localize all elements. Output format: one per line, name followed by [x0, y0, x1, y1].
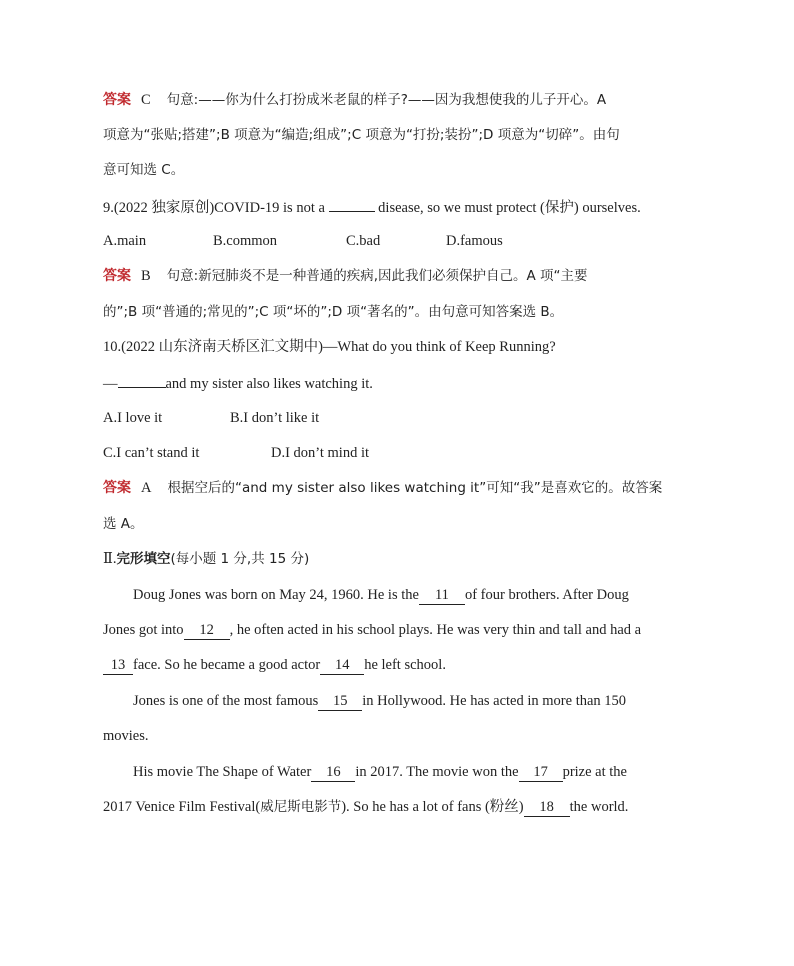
- passage-text: he left school.: [364, 657, 446, 673]
- blank-18: 18: [524, 799, 570, 817]
- q9-stem: [103, 196, 703, 218]
- answer-explanation: 句意:——你为什么打扮成米老鼠的样子?——因为我想使我的儿子开心。A: [166, 92, 607, 108]
- passage-text: Jones got into: [103, 622, 184, 638]
- blank-12: 12: [184, 622, 230, 640]
- answer-explanation: 句意:新冠肺炎不是一种普通的疾病,因此我们必须保护自己。A 项“主要: [166, 268, 588, 284]
- q10-reply-after: and my sister also likes watching it.: [165, 376, 373, 392]
- section-heading: [103, 549, 703, 569]
- passage-text: , he often acted in his school plays. He was very thin and tall and had a: [229, 622, 642, 638]
- passage-text: His movie The Shape of Water: [133, 764, 312, 780]
- passage-text-cjk: 威尼斯电影节: [260, 799, 342, 815]
- q10-answer-line-1: [103, 478, 703, 498]
- q9-stem-before: 9.(2022 独家原创)COVID-19 is not a: [103, 200, 325, 216]
- section-number: Ⅱ.: [103, 551, 117, 567]
- blank-17: 17: [519, 764, 563, 782]
- passage-p2-line-1: [133, 691, 733, 711]
- passage-p1-line-3: [103, 655, 703, 675]
- section-title: 完形填空: [116, 551, 171, 567]
- q9-stem-after: disease, so we must protect (保护) ourselves.: [378, 200, 641, 216]
- q10-answer-line-2: 选 A。: [103, 516, 144, 532]
- blank-16: 16: [311, 764, 355, 782]
- q10-option-d: D.I don’t mind it: [271, 445, 370, 461]
- answer-label: 答案: [103, 480, 131, 496]
- blank-14: 14: [320, 657, 364, 675]
- answer-explanation: 根据空后的“and my sister also likes watching it”可知“我”是喜欢它的。故答案: [167, 480, 663, 496]
- q10-blank: [118, 372, 166, 388]
- passage-text: 2017 Venice Film Festival(: [103, 799, 261, 815]
- q9-answer-line-1: [103, 266, 703, 286]
- passage-text: prize at the: [562, 764, 627, 780]
- blank-13: 13: [103, 657, 133, 675]
- q10-option-b: B.I don’t like it: [230, 410, 320, 426]
- q9-option-a: A.main: [103, 233, 147, 249]
- passage-text: face. So he became a good actor: [133, 657, 321, 673]
- q10-options-row-1: [103, 408, 703, 428]
- passage-p2-line-2: movies.: [103, 728, 149, 744]
- passage-p3-line-2: [103, 797, 703, 817]
- blank-11: 11: [419, 587, 465, 605]
- passage-text: of four brothers. After Doug: [464, 587, 629, 603]
- answer-letter: B: [141, 268, 151, 284]
- passage-text: in Hollywood. He has acted in more than 150: [362, 693, 627, 709]
- answer-label: 答案: [103, 268, 131, 284]
- passage-p3-line-1: [133, 762, 733, 782]
- q9-option-c: C.bad: [346, 233, 381, 249]
- q9-answer-line-2: 的”;B 项“普通的;常见的”;C 项“坏的”;D 项“著名的”。由句意可知答案选 B。: [103, 304, 564, 320]
- q10-option-c: C.I can’t stand it: [103, 445, 200, 461]
- passage-p1-line-1: [133, 585, 733, 605]
- q8-answer-line-2: 项意为“张贴;搭建”;B 项意为“编造;组成”;C 项意为“打扮;装扮”;D 项意为“切碎”。由句: [103, 127, 620, 143]
- q9-option-d: D.famous: [446, 233, 503, 249]
- section-note: (每小题 1 分,共 15 分): [170, 551, 310, 567]
- q10-stem: 10.(2022 山东济南天桥区汇文期中)—What do you think of Keep Running?: [103, 339, 556, 355]
- q10-reply: [103, 372, 703, 394]
- q10-reply-dash: —: [103, 376, 118, 392]
- answer-letter: C: [141, 92, 151, 108]
- q10-option-a: A.I love it: [103, 410, 163, 426]
- passage-text: Jones is one of the most famous: [133, 693, 319, 709]
- passage-text: the world.: [569, 799, 629, 815]
- q9-blank: [329, 196, 375, 212]
- q10-options-row-2: [103, 443, 703, 463]
- blank-15: 15: [318, 693, 362, 711]
- passage-text: ). So he has a lot of fans (粉丝): [341, 799, 524, 815]
- answer-label: 答案: [103, 92, 131, 108]
- passage-p1-line-2: [103, 620, 703, 640]
- q8-answer-line-3: 意可知选 C。: [103, 162, 185, 178]
- q8-answer-line-1: [103, 90, 703, 110]
- passage-text: in 2017. The movie won the: [355, 764, 519, 780]
- q9-options: [103, 231, 703, 251]
- passage-text: Doug Jones was born on May 24, 1960. He is the: [133, 587, 419, 603]
- answer-letter: A: [141, 480, 152, 496]
- q9-option-b: B.common: [213, 233, 278, 249]
